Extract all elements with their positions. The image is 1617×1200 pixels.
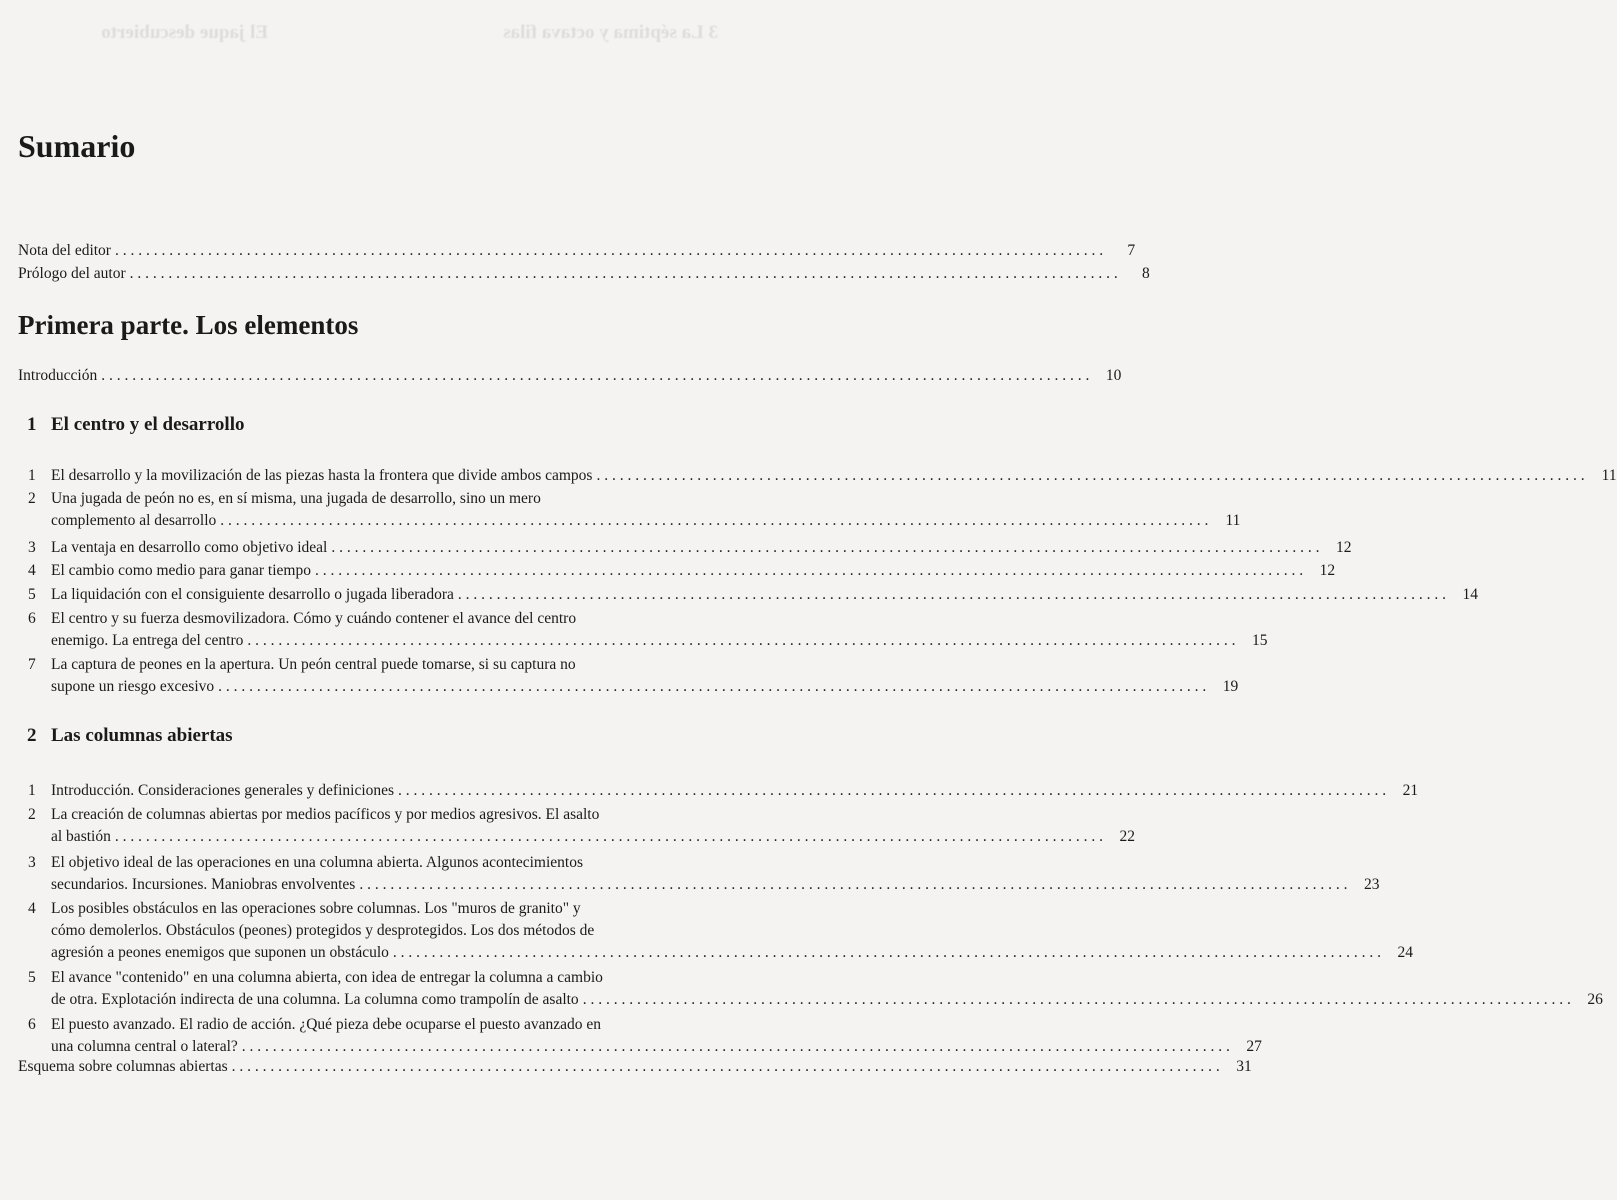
chapter-number: 2 — [27, 725, 37, 746]
entry-label: Introducción — [18, 367, 98, 384]
toc-entry[interactable] — [18, 584, 1478, 606]
entry-text-line: El objetivo ideal de las operaciones en una columna abierta. Algunos acontecimientos — [51, 854, 583, 871]
toc-entry[interactable] — [18, 608, 1268, 652]
entry-page: 15 — [1252, 632, 1268, 649]
entry-label: Nota del editor — [18, 242, 111, 259]
entry-page: 23 — [1363, 876, 1380, 893]
entry-page: 11 — [1225, 512, 1241, 529]
entry-text-line: cómo demolerlos. Obstáculos (peones) protegidos y desprotegidos. Los dos métodos de — [51, 922, 595, 939]
entry-label: una columna central o lateral? — [51, 1038, 238, 1055]
leader-dots — [331, 537, 1319, 559]
bleed-header: 3 La séptima y octava filas — [503, 22, 718, 43]
leader-dots — [583, 989, 1571, 1011]
entry-label: Introducción. Consideraciones generales y definiciones — [51, 782, 395, 799]
chapter-title: El centro y el desarrollo — [51, 414, 245, 435]
entry-label: enemigo. La entrega del centro — [51, 632, 244, 649]
toc-entry-scheme[interactable] — [18, 1056, 1252, 1078]
entry-label: Esquema sobre columnas abiertas — [18, 1058, 228, 1075]
entry-label: complemento al desarrollo — [51, 512, 217, 529]
entry-page: 27 — [1246, 1038, 1262, 1055]
leader-dots — [130, 263, 1118, 285]
entry-number: 2 — [28, 806, 36, 823]
entry-number: 2 — [28, 490, 36, 507]
entry-text-line: El puesto avanzado. El radio de acción. ¿Qué pieza debe ocuparse el puesto avanzado en — [51, 1016, 602, 1033]
leader-dots — [359, 874, 1347, 896]
toc-entry[interactable] — [18, 488, 1241, 532]
chapter-title: Las columnas abiertas — [51, 725, 233, 746]
toc-entry[interactable] — [18, 967, 1603, 1011]
entry-page: 11 — [1601, 467, 1617, 484]
chapter-number: 1 — [27, 414, 37, 435]
entry-number: 5 — [28, 969, 36, 986]
entry-label: Prólogo del autor — [18, 265, 126, 282]
entry-number: 1 — [28, 467, 36, 484]
toc-entry[interactable] — [18, 898, 1414, 964]
chapter-heading — [27, 725, 233, 747]
entry-label: La liquidación con el consiguiente desarrollo o jugada liberadora — [51, 586, 454, 603]
entry-number: 4 — [28, 562, 36, 579]
entry-label: El cambio como medio para ganar tiempo — [51, 562, 311, 579]
entry-text-line: Los posibles obstáculos en las operaciones sobre columnas. Los "muros de granito" y — [51, 900, 581, 917]
leader-dots — [115, 826, 1103, 848]
entry-label: La ventaja en desarrollo como objetivo ideal — [51, 539, 328, 556]
entry-page: 19 — [1222, 678, 1239, 695]
leader-dots — [115, 240, 1103, 262]
entry-number: 7 — [28, 656, 36, 673]
leader-dots — [458, 584, 1446, 606]
entry-text-line: La creación de columnas abiertas por medios pacíficos y por medios agresivos. El asalto — [51, 806, 600, 823]
entry-label: El desarrollo y la movilización de las piezas hasta la frontera que divide ambos campos — [51, 467, 593, 484]
entry-text-line: El centro y su fuerza desmovilizadora. Cómo y cuándo contener el avance del centro — [51, 610, 577, 627]
chapter-heading — [27, 414, 245, 436]
part-title: Primera parte. Los elementos — [18, 310, 359, 340]
toc-entry[interactable] — [18, 852, 1380, 896]
page-title: Sumario — [18, 128, 136, 164]
entry-text-line: El avance "contenido" en una columna abierta, con idea de entregar la columna a cambio — [51, 969, 603, 986]
toc-entry-author-prologue[interactable] — [18, 263, 1150, 285]
entry-number: 3 — [28, 539, 36, 556]
entry-number: 5 — [28, 586, 36, 603]
toc-entry[interactable] — [18, 780, 1419, 802]
entry-number: 3 — [28, 854, 36, 871]
leader-dots — [393, 942, 1381, 964]
entry-page: 8 — [1142, 265, 1150, 282]
toc-entry[interactable] — [18, 1014, 1262, 1058]
entry-number: 1 — [28, 782, 36, 799]
entry-label: supone un riesgo excesivo — [51, 678, 215, 695]
leader-dots — [242, 1036, 1230, 1058]
entry-page: 10 — [1105, 367, 1122, 384]
leader-dots — [596, 465, 1584, 487]
entry-number: 6 — [28, 610, 36, 627]
entry-page: 12 — [1319, 562, 1336, 579]
entry-label: agresión a peones enemigos que suponen un obstáculo — [51, 944, 389, 961]
leader-dots — [398, 780, 1386, 802]
leader-dots — [315, 560, 1303, 582]
entry-page: 24 — [1397, 944, 1414, 961]
entry-page: 21 — [1402, 782, 1419, 799]
toc-entry[interactable] — [18, 560, 1336, 582]
toc-entry[interactable] — [18, 465, 1617, 487]
bleed-header-left: El jaque descubierto — [101, 22, 268, 43]
entry-label: secundarios. Incursiones. Maniobras envolventes — [51, 876, 356, 893]
toc-entry[interactable] — [18, 804, 1135, 848]
entry-text-line: La captura de peones en la apertura. Un peón central puede tomarse, si su captura no — [51, 656, 576, 673]
leader-dots — [247, 630, 1235, 652]
toc-entry-editor-note[interactable] — [18, 240, 1136, 262]
entry-page: 7 — [1127, 242, 1136, 259]
entry-page: 31 — [1236, 1058, 1252, 1075]
entry-number: 4 — [28, 900, 36, 917]
leader-dots — [232, 1056, 1220, 1078]
entry-text-line: Una jugada de peón no es, en sí misma, una jugada de desarrollo, sino un mero — [51, 490, 541, 507]
leader-dots — [220, 510, 1208, 532]
entry-label: de otra. Explotación indirecta de una columna. La columna como trampolín de asalto — [51, 991, 579, 1008]
entry-number: 6 — [28, 1016, 36, 1033]
entry-page: 22 — [1119, 828, 1135, 845]
toc-entry[interactable] — [18, 537, 1352, 559]
entry-page: 14 — [1462, 586, 1478, 603]
leader-dots — [218, 676, 1206, 698]
entry-label: al bastión — [51, 828, 111, 845]
leader-dots — [101, 365, 1089, 387]
toc-entry[interactable] — [18, 654, 1239, 698]
toc-entry-introduction[interactable] — [18, 365, 1122, 387]
entry-page: 12 — [1335, 539, 1352, 556]
entry-page: 26 — [1587, 991, 1603, 1008]
